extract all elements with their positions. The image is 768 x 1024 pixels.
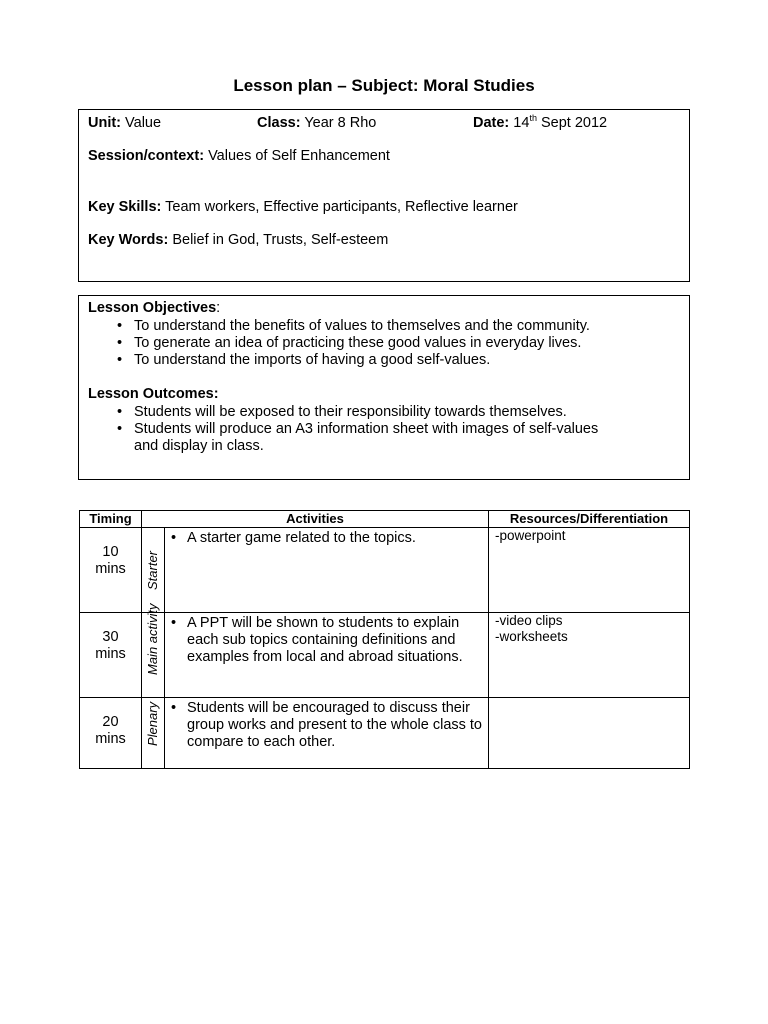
date-rest: Sept 2012 [540, 115, 608, 131]
list-item: • Students will be exposed to their responsibility towards themselves. [117, 404, 567, 420]
resources-header: Resources/Differentiation [489, 511, 690, 528]
timing-cell [80, 528, 142, 613]
lesson-plan-table [79, 510, 690, 769]
key-words-label: Key Words: [88, 232, 169, 248]
table-row [80, 613, 690, 698]
date-label: Date: [473, 115, 510, 131]
objective-text: To generate an idea of practicing these good values in everyday lives. [134, 335, 582, 351]
key-skills-label: Key Skills: [88, 199, 162, 215]
session-label: Session/context: [88, 148, 205, 164]
activities-header: Activities [142, 511, 489, 528]
objective-text: To understand the benefits of values to themselves and the community. [134, 318, 590, 334]
timing-header: Timing [80, 511, 142, 528]
list-item: • To understand the benefits of values to themselves and the community. [117, 318, 590, 334]
phase-cell [142, 698, 165, 769]
objectives-outcomes-box [78, 295, 690, 480]
list-item: • To generate an idea of practicing these good values in everyday lives. [117, 335, 582, 351]
resources-cell [489, 698, 690, 769]
phase-cell [142, 528, 165, 613]
lesson-info-box [78, 109, 690, 282]
session-field [88, 148, 390, 165]
resource-item: -worksheets [495, 629, 568, 644]
table-header-row [80, 511, 690, 528]
class-value: Year 8 Rho [304, 115, 377, 131]
resources-cell [489, 613, 690, 698]
activity-cell: • Students will be encouraged to discuss their group works and present to the whole class to compare to each other. [165, 698, 489, 769]
timing-minutes: 10 [102, 544, 119, 560]
timing-unit: mins [95, 646, 126, 662]
class-label: Class: [257, 115, 301, 131]
outcome-text: Students will be exposed to their responsibility towards themselves. [134, 404, 567, 420]
activity-text: Students will be encouraged to discuss their group works and present to the whole class to compare to each other. [187, 700, 482, 750]
unit-value: Value [125, 115, 162, 131]
outcome-text: Students will produce an A3 information sheet with images of self-values and display in class. [134, 421, 599, 454]
class-field [257, 115, 376, 132]
activity-cell: • A PPT will be shown to students to explain each sub topics containing definitions and examples from local and abroad situations. [165, 613, 489, 698]
phase-label: Plenary [145, 701, 160, 746]
resources-cell [489, 528, 690, 613]
key-skills-field [88, 199, 518, 216]
outcomes-heading [88, 386, 219, 403]
date-suffix: th [529, 113, 537, 123]
phase-cell [142, 603, 165, 698]
session-value: Values of Self Enhancement [208, 148, 390, 164]
phase-label: Starter [145, 550, 160, 590]
activity-text: A starter game related to the topics. [187, 530, 416, 546]
timing-cell [80, 613, 142, 698]
list-item: • To understand the imports of having a good self-values. [117, 352, 491, 368]
page-title: Lesson plan – Subject: Moral Studies [233, 76, 535, 95]
table-row [80, 698, 690, 769]
activity-text: A PPT will be shown to students to explain each sub topics containing definitions and examples from local and abroad situations. [187, 615, 463, 665]
key-skills-value: Team workers, Effective participants, Reflective learner [165, 199, 518, 215]
key-words-field [88, 232, 388, 249]
objective-text: To understand the imports of having a good self-values. [134, 352, 491, 368]
timing-unit: mins [95, 731, 126, 747]
timing-minutes: 20 [102, 714, 119, 730]
timing-minutes: 30 [102, 629, 119, 645]
resource-item: -video clips [495, 613, 563, 628]
resource-item: -powerpoint [495, 528, 566, 543]
objectives-heading: Lesson Objectives: [88, 300, 221, 316]
timing-cell [80, 698, 142, 769]
activity-cell: • A starter game related to the topics. [165, 528, 489, 613]
table-row [80, 528, 690, 613]
unit-label: Unit: [88, 115, 122, 131]
date-field [473, 115, 607, 132]
timing-unit: mins [95, 561, 126, 577]
outcomes-list [88, 404, 648, 455]
outcomes-heading-text: Lesson Outcomes: [88, 386, 219, 402]
list-item: • Students will produce an A3 information sheet with images of self-values and display in class. [117, 421, 599, 454]
date-day: 14 [513, 115, 530, 131]
phase-label: Main activity [145, 603, 160, 675]
objectives-heading-text: Lesson Objectives [88, 300, 217, 316]
key-words-value: Belief in God, Trusts, Self-esteem [172, 232, 389, 248]
objectives-list [88, 318, 648, 369]
unit-field [88, 115, 161, 132]
